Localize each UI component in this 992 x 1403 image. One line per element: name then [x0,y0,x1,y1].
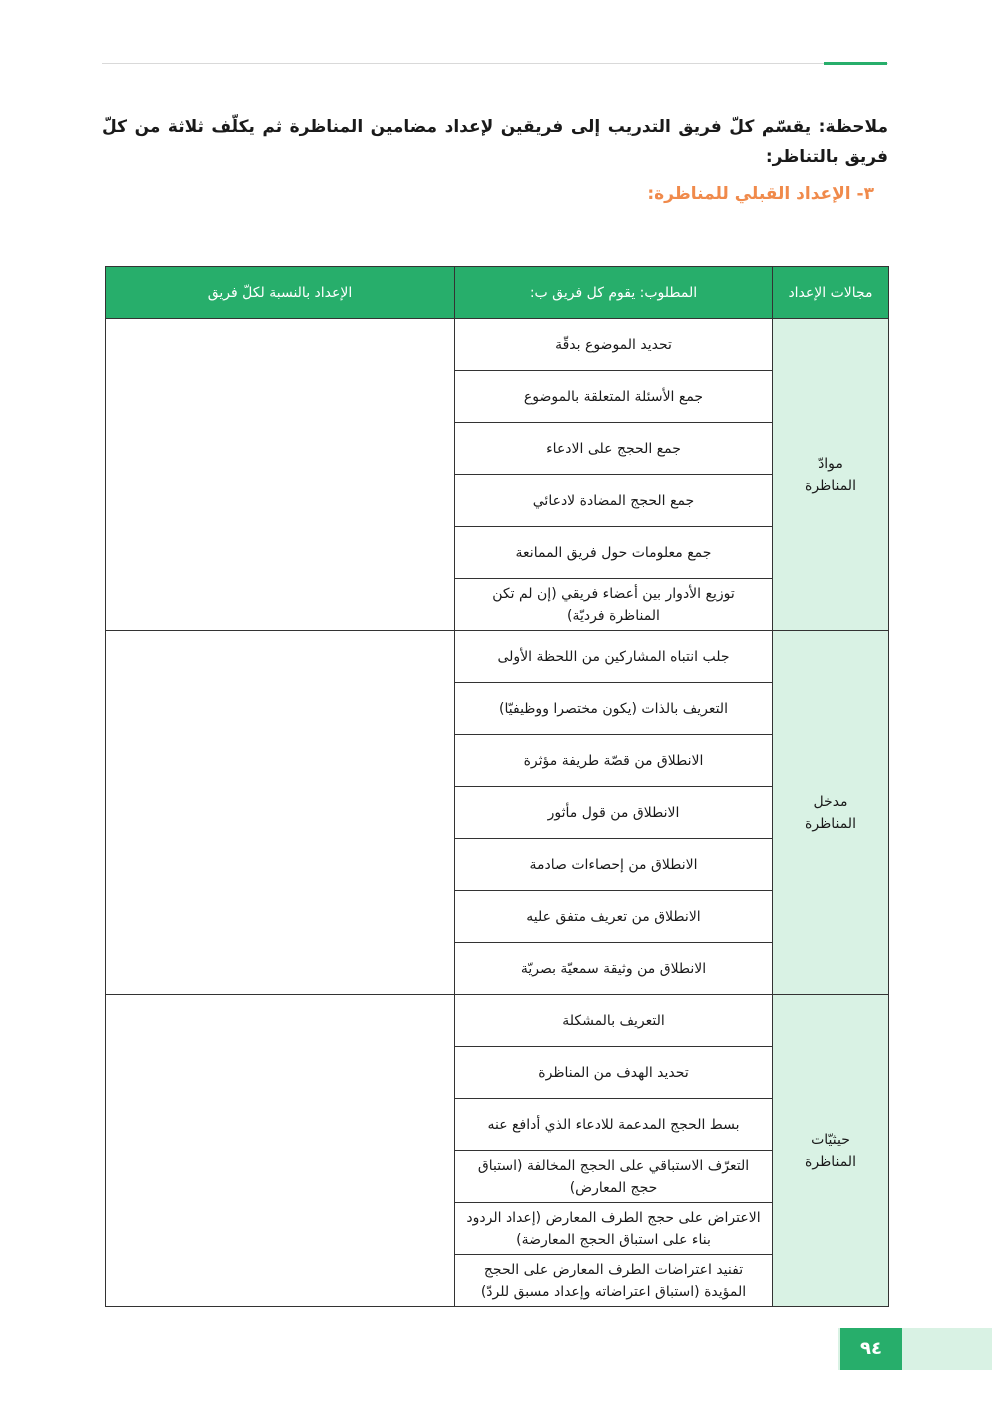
top-accent-bar [824,62,887,65]
preparation-table [105,266,889,1307]
table-row [106,995,889,1047]
required-cell: جمع معلومات حول فريق الممانعة [455,527,773,579]
required-cell: الانطلاق من قول مأثور [455,787,773,839]
required-cell: الانطلاق من قصّة طريفة مؤثرة [455,735,773,787]
top-rule [102,63,888,64]
header-team-prep: الإعداد بالنسبة لكلّ فريق [106,267,455,319]
required-cell: تفنيد اعتراضات الطرف المعارض على الحجج المؤيدة (استباق اعتراضاته وإعداد مسبق للردّ) [455,1255,773,1307]
required-cell: تحديد الموضوع بدقّة [455,319,773,371]
required-cell: تحديد الهدف من المناظرة [455,1047,773,1099]
required-cell: الانطلاق من تعريف متفق عليه [455,891,773,943]
area-label: موادّ المناظرة [805,455,856,494]
team-prep-cell[interactable] [106,995,455,1307]
required-cell: الانطلاق من وثيقة سمعيّة بصريّة [455,943,773,995]
required-cell: الاعتراض على حجج الطرف المعارض (إعداد الردود بناء على استباق الحجج المعارضة) [455,1203,773,1255]
required-cell: جمع الحجج المضادة لادعائي [455,475,773,527]
area-label: حيثيّات المناظرة [805,1131,856,1170]
table-header-row [106,267,889,319]
required-cell: الانطلاق من إحصاءات صادمة [455,839,773,891]
required-cell: بسط الحجج المدعمة للادعاء الذي أدافع عنه [455,1099,773,1151]
table-row [106,631,889,683]
area-cell [773,319,889,631]
section-title: ٣- الإعداد القبلي للمناظرة: [647,184,874,204]
header-areas: مجالات الإعداد [773,267,889,319]
area-label: مدخل المناظرة [805,793,856,832]
area-cell [773,631,889,995]
required-cell: جمع الأسئلة المتعلقة بالموضوع [455,371,773,423]
note-paragraph: ملاحظة: يقسّم كلّ فريق التدريب إلى فريقين لإعداد مضامين المناظرة ثم يكلّف ثلاثة من كلّ فريق بالتناظر: [102,117,888,167]
header-required: المطلوب: يقوم كل فريق ب: [455,267,773,319]
page-number: ٩٤ [840,1328,902,1370]
table-row [106,319,889,371]
required-cell: التعريف بالمشكلة [455,995,773,1047]
team-prep-cell[interactable] [106,319,455,631]
required-cell: التعريف بالذات (يكون مختصرا ووظيفيّا) [455,683,773,735]
required-cell: التعرّف الاستباقي على الحجج المخالفة (استباق حجج المعارض) [455,1151,773,1203]
required-cell: توزيع الأدوار بين أعضاء فريقي (إن لم تكن المناظرة فرديّة) [455,579,773,631]
team-prep-cell[interactable] [106,631,455,995]
required-cell: جمع الحجج على الادعاء [455,423,773,475]
required-cell: جلب انتباه المشاركين من اللحظة الأولى [455,631,773,683]
area-cell [773,995,889,1307]
